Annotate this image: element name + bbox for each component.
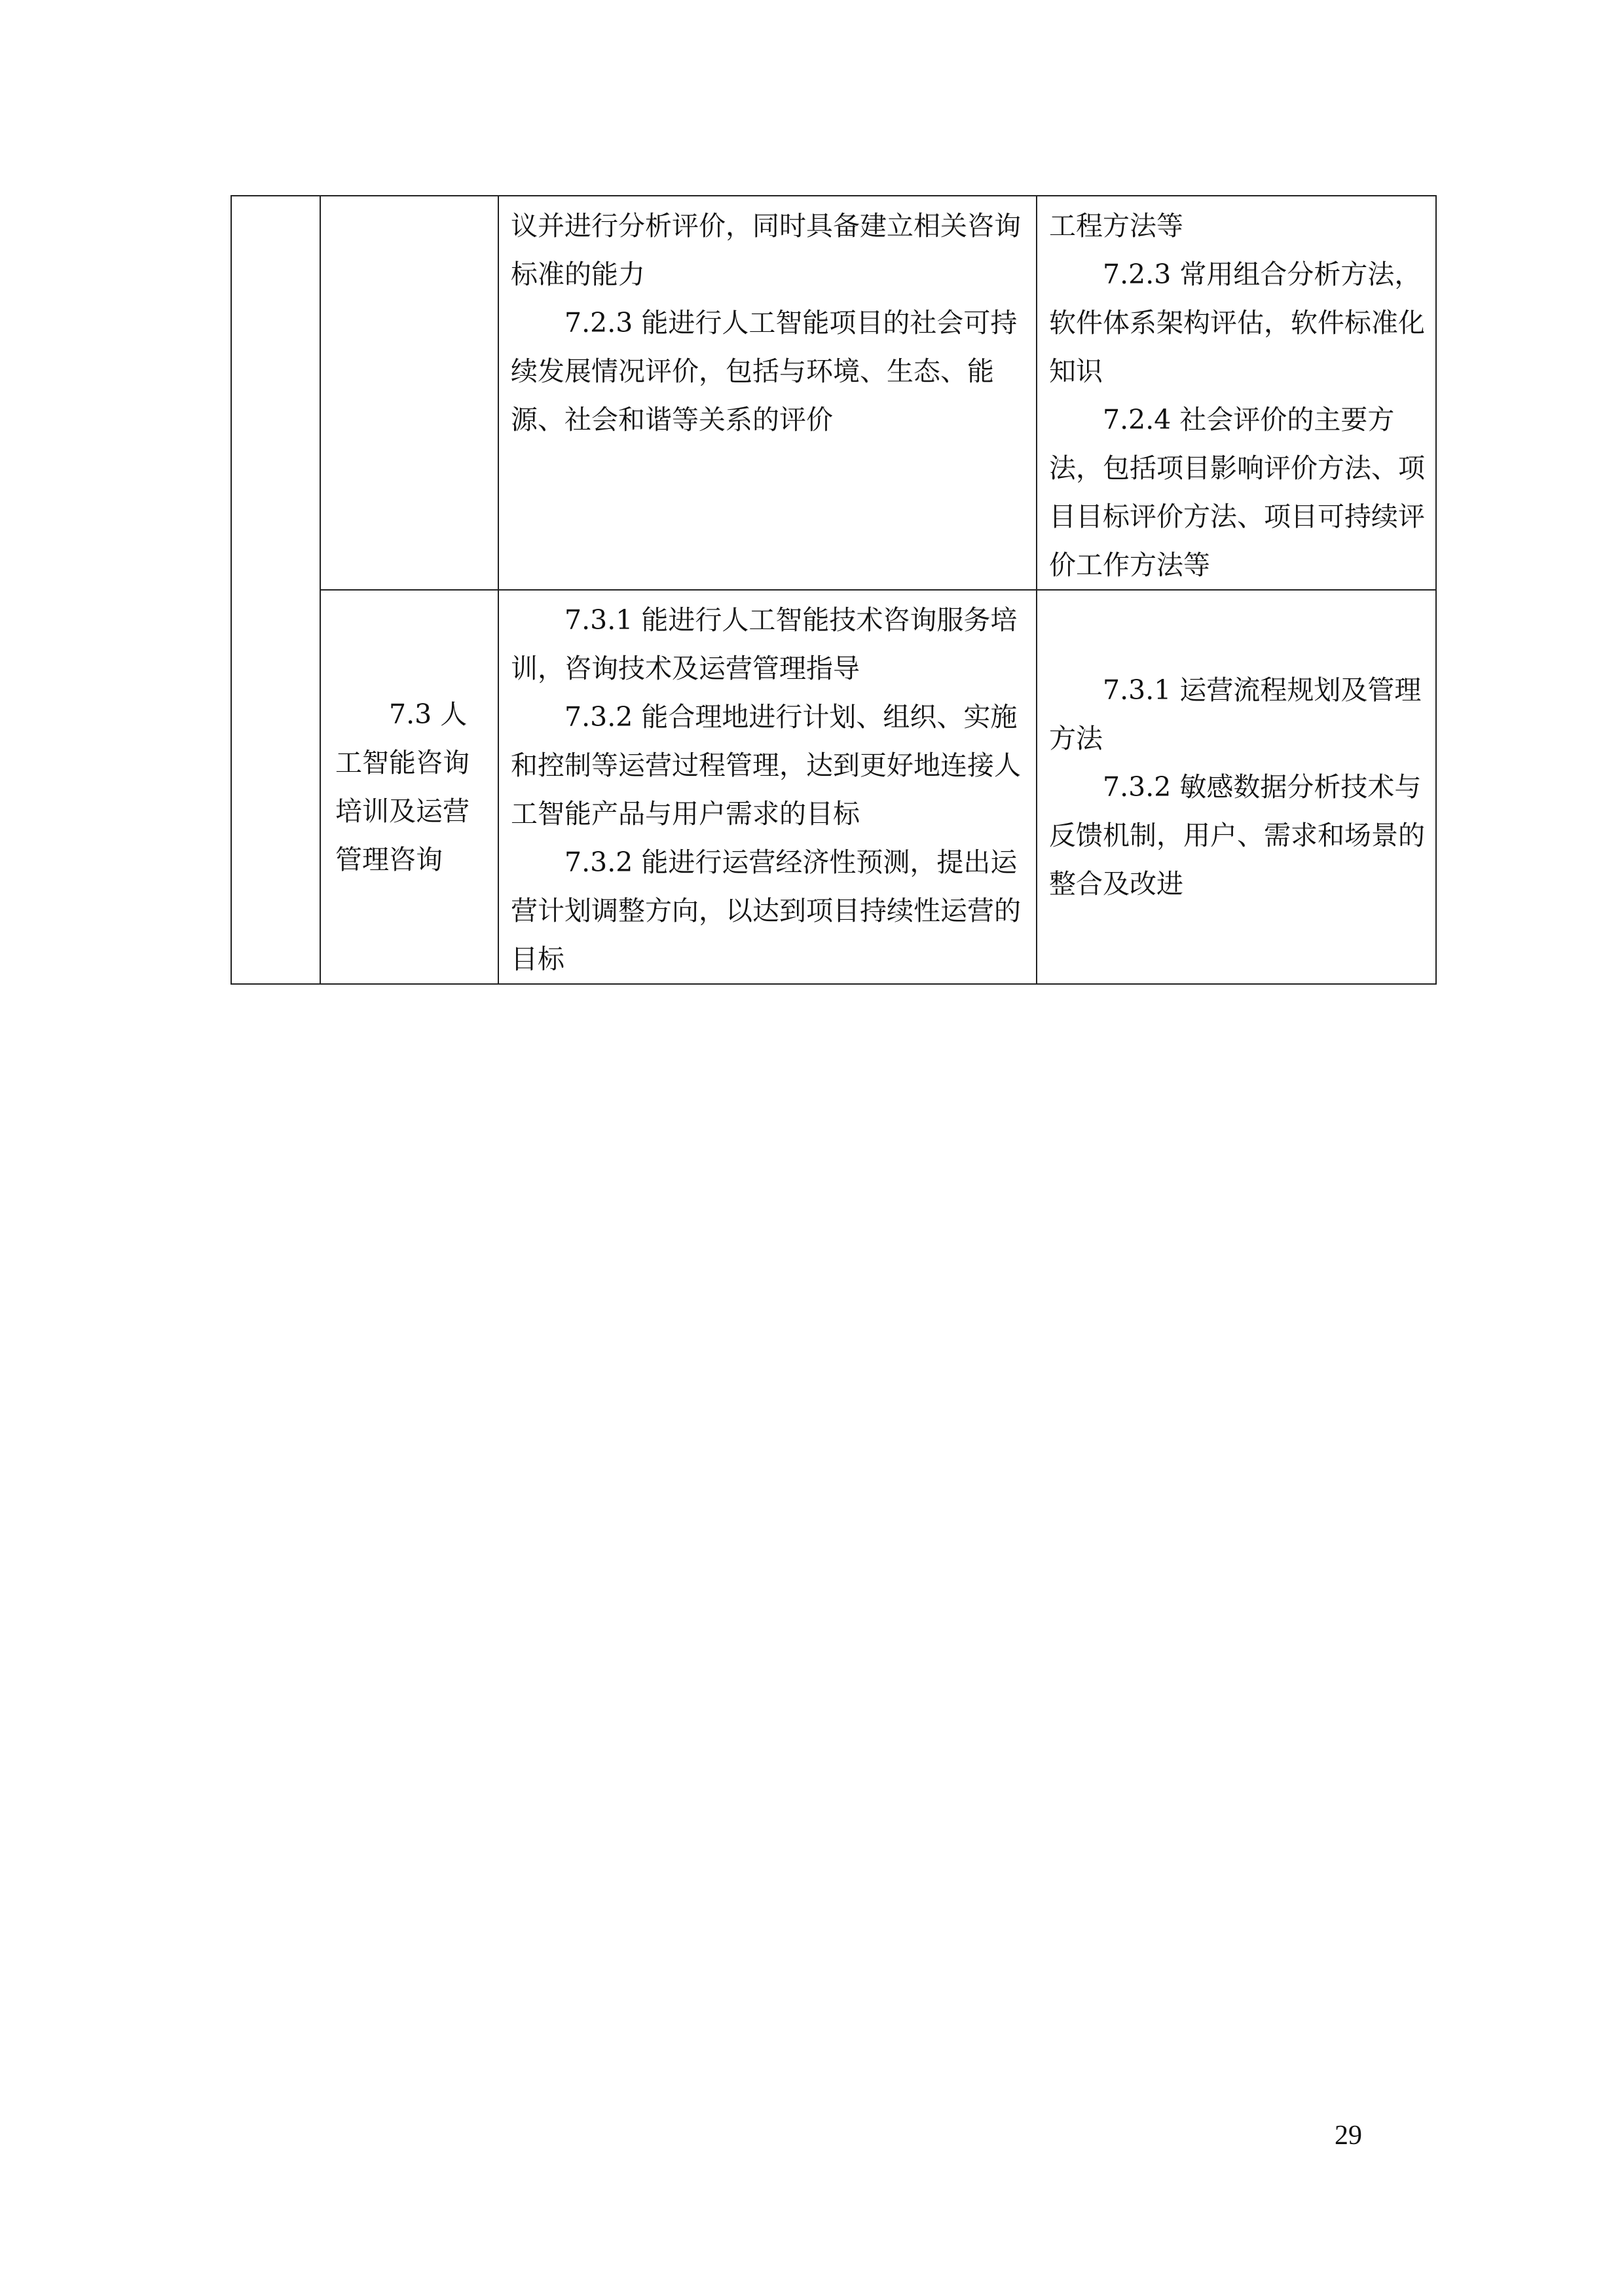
related-knowledge-cell: [1037, 196, 1436, 590]
occupation-function-cell: [231, 196, 320, 984]
work-content-text: 7.3 人工智能咨询培训及运营管理咨询: [335, 699, 470, 875]
related-knowledge-text: 7.3.1 运营流程规划及管理方法: [1049, 674, 1422, 754]
related-knowledge-text: 7.3.2 敏感数据分析技术与反馈机制，用户、需求和场景的整合及改进: [1049, 771, 1425, 900]
related-knowledge-text: 工程方法等: [1049, 210, 1183, 242]
related-knowledge-cell: [1037, 590, 1436, 984]
work-content-cell: [320, 196, 498, 590]
skill-requirement-text: 7.3.2 能合理地进行计划、组织、实施和控制等运营过程管理，达到更好地连接人工智能产品与用户需求的目标: [511, 701, 1021, 829]
table-row: [231, 590, 1436, 984]
skill-requirement-text: 7.3.1 能进行人工智能技术咨询服务培训，咨询技术及运营管理指导: [511, 604, 1018, 684]
related-knowledge-text: 7.2.4 社会评价的主要方法，包括项目影响评价方法、项目目标评价方法、项目可持续评价工作方法等: [1049, 404, 1425, 581]
work-content-cell: [320, 590, 498, 984]
skill-requirement-text: 议并进行分析评价，同时具备建立相关咨询标准的能力: [511, 210, 1021, 290]
skill-requirement-text: 7.2.3 能进行人工智能项目的社会可持续发展情况评价，包括与环境、生态、能源、社会和谐等关系的评价: [511, 307, 1018, 435]
skill-requirements-cell: [498, 590, 1037, 984]
table-row: [231, 196, 1436, 590]
related-knowledge-text: 7.2.3 常用组合分析方法，软件体系架构评估，软件标准化知识: [1049, 259, 1425, 387]
skill-standard-table: [231, 195, 1437, 985]
page-number: 29: [1335, 2121, 1362, 2151]
skill-requirement-text: 7.3.2 能进行运营经济性预测，提出运营计划调整方向，以达到项目持续性运营的目标: [511, 847, 1021, 975]
skill-requirements-cell: [498, 196, 1037, 590]
